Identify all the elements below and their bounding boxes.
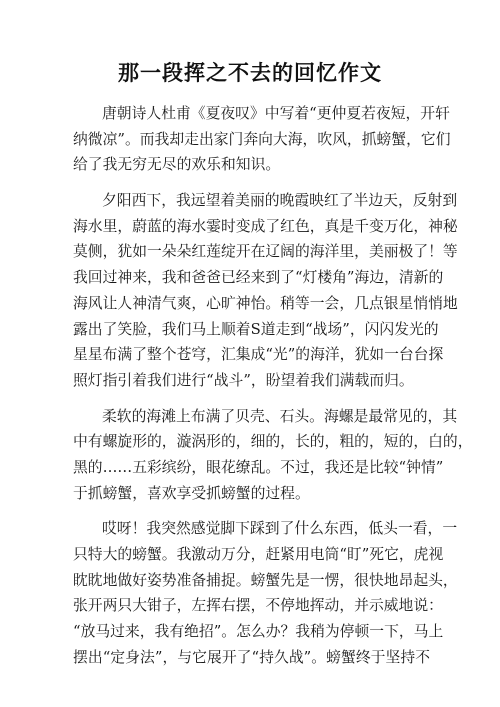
article-body <box>73 101 473 680</box>
text-line: 眈眈地做好姿势准备捕捉。螃蟹先是一愣，很快地昂起头， <box>73 571 458 589</box>
paragraph-1 <box>73 101 451 178</box>
text-line: 只特大的螃蟹。我激动万分，赶紧用电筒“盯”死它，虎视 <box>73 546 444 563</box>
text-line: 海风让人神清气爽，心旷神怡。稍等一会，几点银星悄悄地 <box>73 294 458 312</box>
text-line: 张开两只大钳子，左挥右摆，不停地挥动，并示威地说： <box>73 597 443 615</box>
text-line: 星星布满了整个苍穹，汇集成“光”的海洋，犹如一台台探 <box>73 346 444 364</box>
paragraph-4 <box>73 516 458 670</box>
text-line: 于抓螃蟹，喜欢享受抓螃蟹的过程。 <box>73 484 310 502</box>
text-line: 我回过神来，我和爸爸已经来到了“灯楼角”海边，清新的 <box>73 269 444 287</box>
paragraph-2 <box>73 188 458 394</box>
text-line: 露出了笑脸，我们马上顺着S道走到“战场”，闪闪发光的 <box>73 320 439 338</box>
text-line: 黑的……五彩缤纷，眼花缭乱。不过，我还是比较“钟情” <box>73 458 444 476</box>
text-line: 哎呀！我突然感觉脚下踩到了什么东西，低头一看，一 <box>102 520 458 538</box>
text-line: 摆出“定身法”，与它展开了“持久战”。螃蟹终于坚持不 <box>73 648 430 666</box>
text-line: 照灯指引着我们进行“战斗”，盼望着我们满载而归。 <box>73 371 414 389</box>
text-line: 柔软的海滩上布满了贝壳、石头。海螺是最常见的，其 <box>102 407 458 425</box>
text-line: 给了我无穷无尽的欢乐和知识。 <box>73 156 281 174</box>
text-line: 唐朝诗人杜甫《夏夜叹》中写着“更仲夏若夜短，开轩 <box>102 105 450 122</box>
text-line: “放马过来，我有绝招”。怎么办？我稍为停顿一下，马上 <box>73 623 444 641</box>
text-line: 中有螺旋形的，漩涡形的，细的，长的，粗的，短的，白的， <box>73 433 473 451</box>
text-line: 纳微凉”。而我却走出家门奔向大海，吹风，抓螃蟹，它们 <box>73 130 451 148</box>
paragraph-3 <box>73 404 473 507</box>
text-line: 夕阳西下，我远望着美丽的晚霞映红了半边天，反射到 <box>102 192 458 210</box>
text-line: 莫侧，犹如一朵朵红莲绽开在辽阔的海洋里，美丽极了！等 <box>73 243 458 261</box>
page-title: 那一段挥之不去的回忆作文 <box>118 61 382 85</box>
text-line: 海水里，蔚蓝的海水霎时变成了红色，真是千变万化，神秘 <box>73 217 458 235</box>
